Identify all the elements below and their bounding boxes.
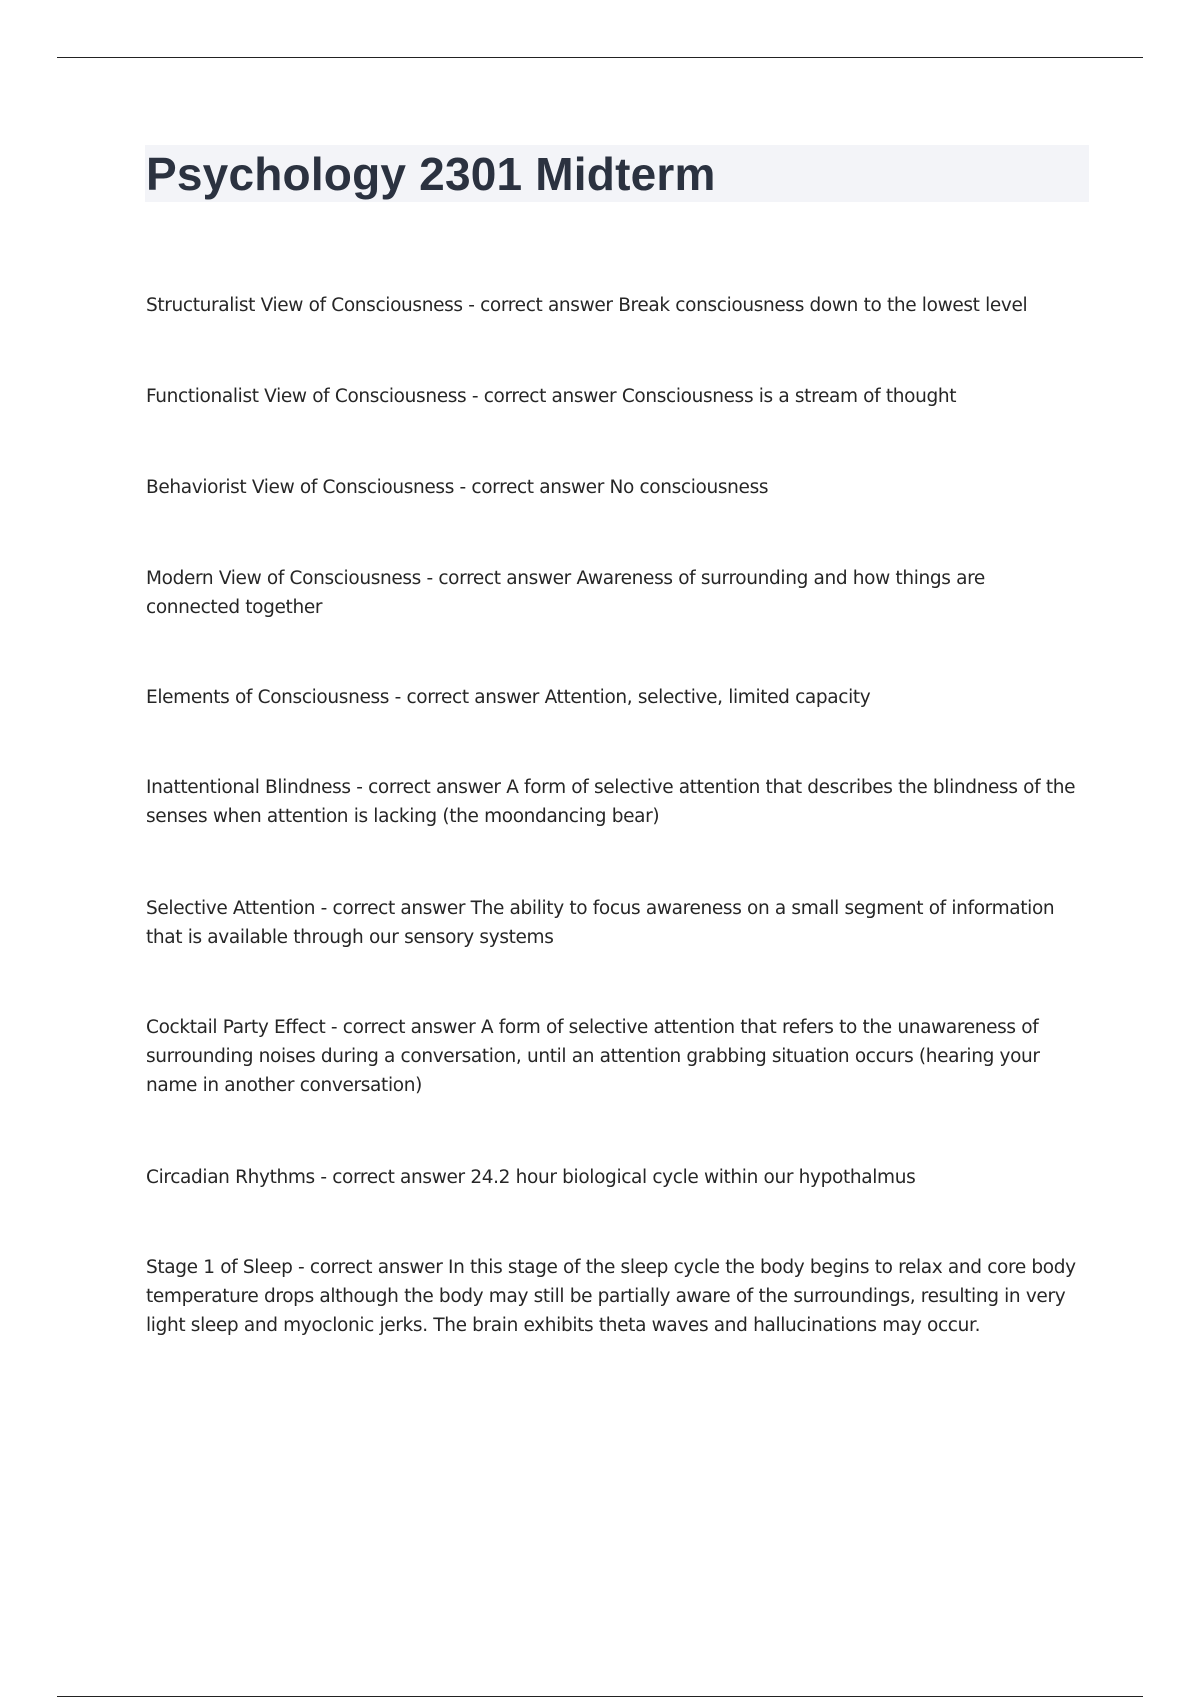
qa-term: Selective Attention — [146, 898, 316, 919]
qa-term: Stage 1 of Sleep — [146, 1257, 293, 1278]
qa-answer: Break consciousness down to the lowest level — [618, 295, 1028, 316]
qa-term: Inattentional Blindness — [146, 777, 351, 798]
qa-separator: - correct answer — [292, 1257, 448, 1278]
qa-term: Behaviorist View of Consciousness — [146, 477, 454, 498]
qa-entry — [146, 291, 1091, 320]
qa-separator: - correct answer — [314, 1167, 471, 1188]
qa-separator: - correct answer — [453, 477, 610, 498]
qa-entry — [146, 1013, 1091, 1100]
qa-entry — [146, 382, 1091, 411]
qa-term: Cocktail Party Effect — [146, 1017, 326, 1038]
qa-term: Functionalist View of Consciousness — [146, 386, 467, 407]
qa-term: Elements of Consciousness — [146, 687, 390, 708]
qa-answer: A form of selective attention that refers to the unawareness of surrounding noises during a conversation, until an attention grabbing situation occurs (hearing your name in another conversation) — [146, 1017, 1040, 1096]
qa-answer: No consciousness — [609, 477, 769, 498]
qa-separator: - correct answer — [350, 777, 507, 798]
qa-answer: Attention, selective, limited capacity — [544, 687, 871, 708]
qa-entry — [146, 1253, 1091, 1340]
qa-separator: - correct answer — [389, 687, 545, 708]
qa-separator: - correct answer — [325, 1017, 481, 1038]
qa-entry — [146, 1163, 1091, 1192]
qa-answer: A form of selective attention that describes the blindness of the senses when attention is lacking (the moondancing bear) — [146, 777, 1076, 827]
qa-answer: The ability to focus awareness on a small segment of information that is available through our sensory systems — [146, 898, 1055, 948]
qa-term: Modern View of Consciousness — [146, 568, 421, 589]
qa-answer: Consciousness is a stream of thought — [621, 386, 957, 407]
qa-entry — [146, 894, 1091, 952]
qa-separator: - correct answer — [420, 568, 577, 589]
qa-entry — [146, 473, 1091, 502]
qa-answer: 24.2 hour biological cycle within our hypothalmus — [470, 1167, 916, 1188]
qa-entry — [146, 564, 1026, 622]
qa-entry — [146, 683, 1091, 712]
qa-term: Structuralist View of Consciousness — [146, 295, 463, 316]
bottom-rule — [57, 1696, 1143, 1697]
qa-separator: - correct answer — [466, 386, 622, 407]
qa-entry — [146, 773, 1091, 831]
qa-term: Circadian Rhythms — [146, 1167, 315, 1188]
qa-answer: Awareness of surrounding and how things are connected together — [146, 568, 985, 618]
qa-separator: - correct answer — [462, 295, 619, 316]
qa-answer: In this stage of the sleep cycle the body begins to relax and core body temperature drops although the body may still be partially aware of the surroundings, resulting in very light sleep and myoclonic jerks. The brain exhibits theta waves and hallucinations may occur. — [146, 1257, 1076, 1336]
top-rule — [57, 57, 1143, 58]
qa-separator: - correct answer — [315, 898, 471, 919]
document-title: Psychology 2301 Midterm — [146, 148, 716, 200]
